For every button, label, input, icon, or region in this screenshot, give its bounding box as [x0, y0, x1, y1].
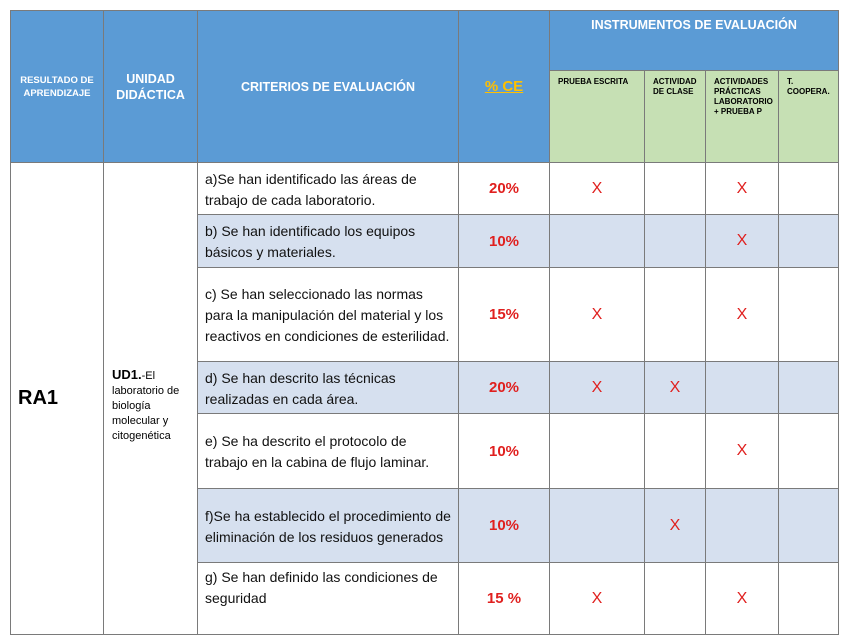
criterio-cell: e) Se ha descrito el protocolo de trabajo en la cabina de flujo laminar.	[198, 414, 459, 489]
mark-cell: X	[706, 563, 779, 635]
unit-title: -El laboratorio de biología molecular y citogenética	[112, 370, 180, 442]
mark-cell	[706, 362, 779, 414]
header-ce-label: % CE	[484, 77, 524, 95]
unit-cell	[104, 163, 198, 635]
mark-cell	[779, 489, 839, 563]
criterio-cell: d) Se han descrito las técnicas realizadas en cada área.	[198, 362, 459, 414]
table-row	[11, 163, 839, 215]
mark-cell: X	[550, 563, 645, 635]
mark-cell: X	[550, 163, 645, 215]
mark-cell	[645, 563, 706, 635]
header-criterios: CRITERIOS DE EVALUACIÓN	[198, 11, 459, 163]
header-ce	[459, 11, 550, 163]
criterio-cell: a)Se han identificado las áreas de trabajo de cada laboratorio.	[198, 163, 459, 215]
mark-cell	[550, 489, 645, 563]
mark-cell: X	[550, 268, 645, 362]
pct-cell: 20%	[459, 163, 550, 215]
mark-cell: X	[645, 362, 706, 414]
pct-cell: 15 %	[459, 563, 550, 635]
mark-cell	[779, 563, 839, 635]
mark-cell	[779, 215, 839, 268]
header-resultado: RESULTADO DE APRENDIZAJE	[11, 11, 104, 163]
pct-cell: 10%	[459, 489, 550, 563]
header-instrument-0: PRUEBA ESCRITA	[550, 71, 645, 163]
header-instrument-2: ACTIVIDADES PRÁCTICAS LABORATORIO + PRUEBA P	[706, 71, 779, 163]
mark-cell	[779, 362, 839, 414]
header-instrument-3: T. COOPERA.	[779, 71, 839, 163]
header-instrumentos: INSTRUMENTOS DE EVALUACIÓN	[550, 11, 839, 71]
mark-cell: X	[706, 414, 779, 489]
header-instrument-1: ACTIVIDAD DE CLASE	[645, 71, 706, 163]
mark-cell: X	[550, 362, 645, 414]
criterio-cell: c) Se han seleccionado las normas para la manipulación del material y los reactivos en condiciones de esterilidad.	[198, 268, 459, 362]
mark-cell	[550, 215, 645, 268]
mark-cell	[645, 414, 706, 489]
header-unidad: UNIDAD DIDÁCTICA	[104, 11, 198, 163]
mark-cell	[645, 215, 706, 268]
mark-cell: X	[706, 215, 779, 268]
unit-code: UD1.	[112, 367, 142, 382]
criterio-cell: f)Se ha establecido el procedimiento de eliminación de los residuos generados	[198, 489, 459, 563]
pct-cell: 20%	[459, 362, 550, 414]
mark-cell: X	[706, 268, 779, 362]
mark-cell	[706, 489, 779, 563]
mark-cell	[645, 163, 706, 215]
pct-cell: 10%	[459, 414, 550, 489]
mark-cell	[550, 414, 645, 489]
ra-label: RA1	[11, 163, 104, 635]
mark-cell	[779, 163, 839, 215]
criterio-cell: g) Se han definido las condiciones de seguridad	[198, 563, 459, 635]
mark-cell: X	[645, 489, 706, 563]
mark-cell	[779, 414, 839, 489]
mark-cell: X	[706, 163, 779, 215]
mark-cell	[779, 268, 839, 362]
pct-cell: 10%	[459, 215, 550, 268]
mark-cell	[645, 268, 706, 362]
evaluation-table	[10, 10, 839, 635]
pct-cell: 15%	[459, 268, 550, 362]
criterio-cell: b) Se han identificado los equipos básicos y materiales.	[198, 215, 459, 268]
